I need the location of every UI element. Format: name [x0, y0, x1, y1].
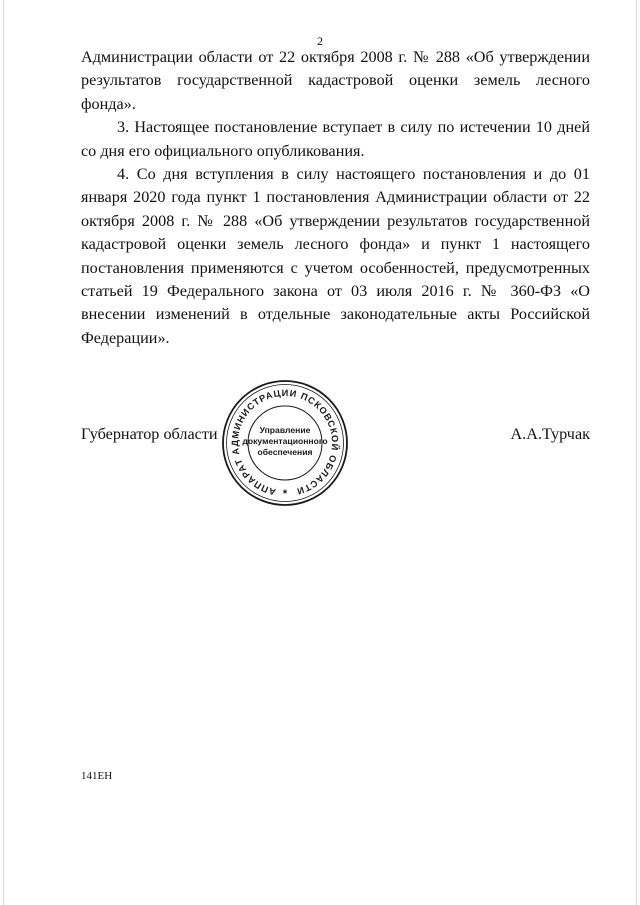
paragraph-continuation: Администрации области от 22 октября 2008 г. № 288 «Об утверждении результатов государственной кадастровой оценки земель лесного фонда».: [81, 48, 590, 113]
seal-center-line-2: документационного: [242, 436, 328, 446]
document-body: [81, 46, 590, 350]
scan-edge-left: [3, 0, 4, 905]
seal-center-line-1: Управление: [259, 425, 311, 435]
signatory-title: Губернатор области: [81, 425, 218, 443]
official-seal-stamp: [215, 378, 355, 508]
seal-ring-text: АППАРАТ АДМИНИСТРАЦИИ ПСКОВСКОЙ ОБЛАСТИ: [229, 387, 341, 498]
paragraph-4: 4. Со дня вступления в силу настоящего постановления и до 01 января 2020 года пункт 1 постановления Администрации области от 22 октября 2008 г. № 288 «Об утверждении результатов государственной кадастровой оценки земель лесного фонда» и пункт 1 настоящего постановления применяются с учетом особенностей, предусмотренных статьей 19 Федерального закона от 03 июля 2016 г. № 360-ФЗ «О внесении изменений в отдельные законодательные акты Российской Федерации».: [81, 165, 590, 347]
paragraph-3: 3. Настоящее постановление вступает в силу по истечении 10 дней со дня его официального опубликования.: [81, 118, 590, 160]
scan-edge-right: [636, 0, 637, 905]
signatory-name: А.А.Турчак: [510, 425, 590, 443]
document-code: 141ЕН: [81, 770, 113, 782]
page-number: 2: [317, 34, 323, 48]
seal-star-icon: *: [282, 488, 288, 500]
seal-center-line-3: обеспечения: [257, 447, 313, 457]
